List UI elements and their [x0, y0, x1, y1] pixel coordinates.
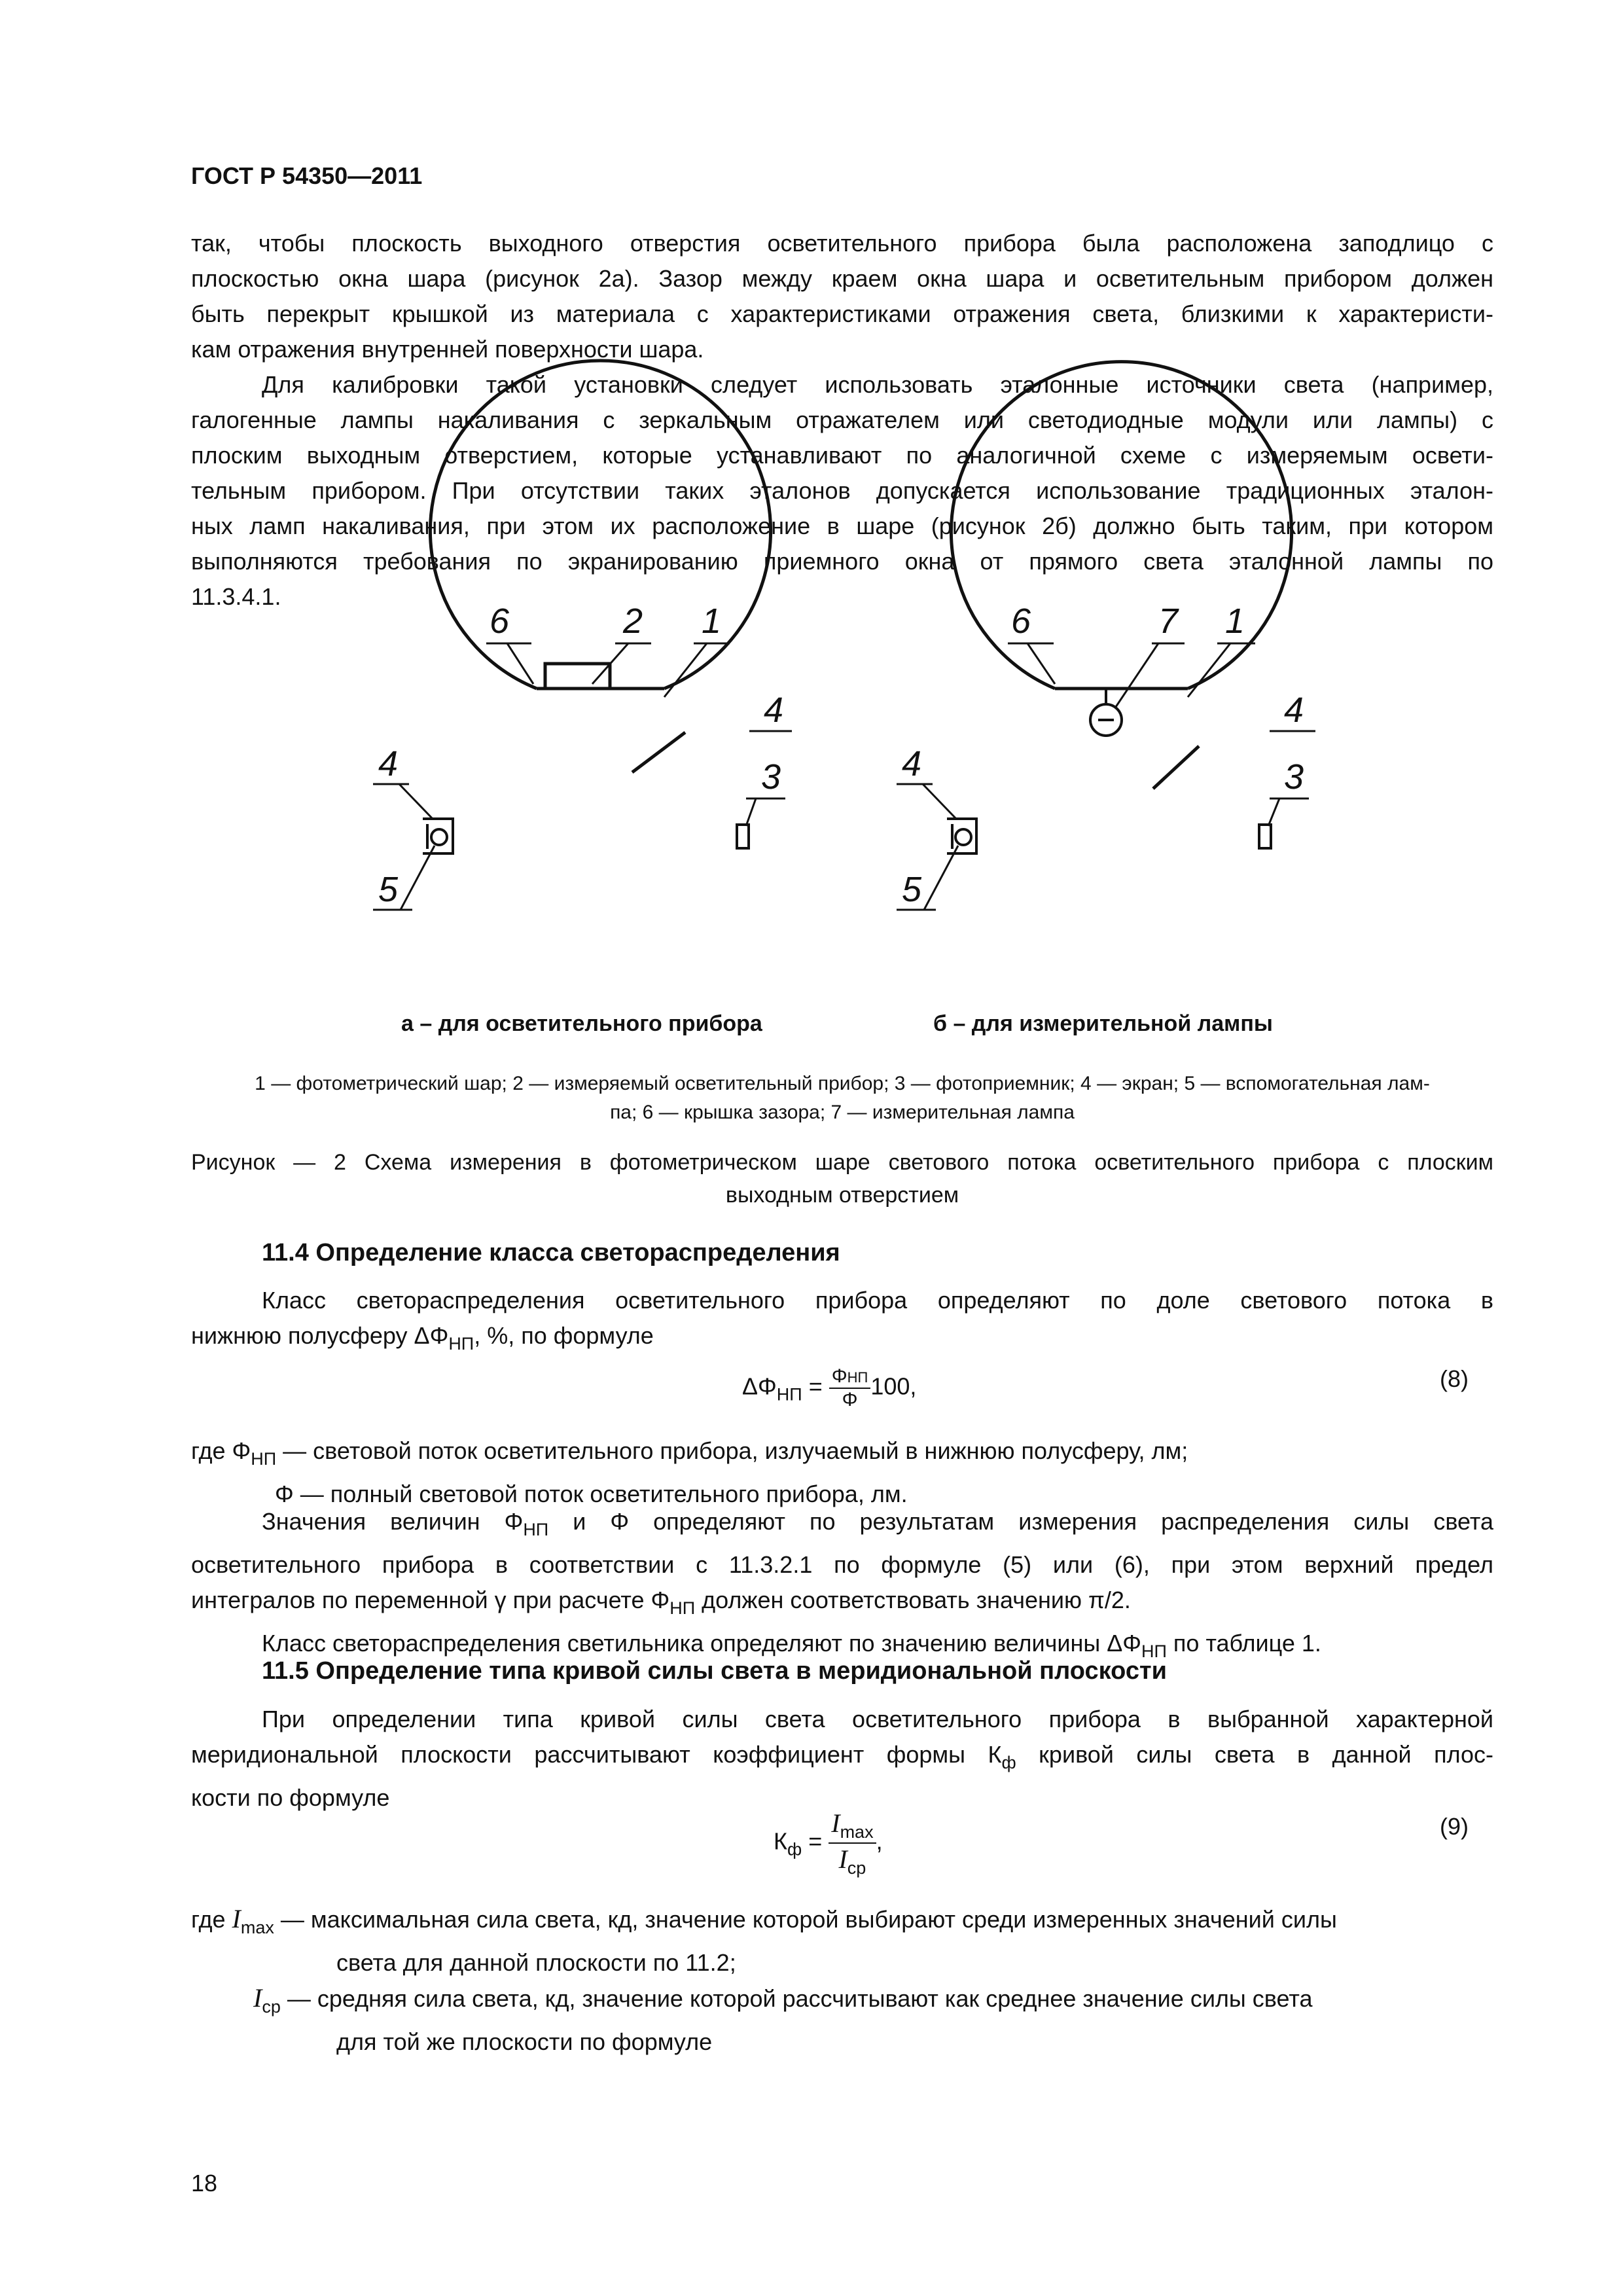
text-line: кам отражения внутренней поверхности шара.: [191, 336, 704, 363]
text-line: кости по формуле: [191, 1784, 390, 1811]
text-line: Для калибровки такой установки следует использовать эталонные источники света (например,: [262, 371, 1493, 398]
screen-4-top-a: [632, 732, 685, 772]
formula-9-explanation: [191, 1901, 1493, 2060]
figure-diagrams: [0, 0, 1623, 1113]
label-1-b: 1: [1225, 601, 1245, 641]
text-line: При определении типа кривой силы света осветительного прибора в выбранной характерной: [262, 1706, 1493, 1732]
text-line: плоскостью окна шара (рисунок 2а). Зазор между краем окна шара и осветительным прибором должен: [191, 265, 1493, 292]
label-6-a: 6: [490, 601, 510, 641]
text-line: быть перекрыт крышкой из материала с характеристиками отражения света, близкими к характеристи-: [191, 300, 1493, 327]
lamp-7-b: [1090, 689, 1122, 736]
figure-legend: [191, 1069, 1493, 1127]
text-line: меридиональной плоскости рассчитывают коэффициент формы $К_ф$ кривой силы света в данной плос-: [191, 1741, 1493, 1772]
text-line: $I_{ср}$ — средняя сила света, кд, значение которой рассчитывают как среднее значение силы света: [253, 1983, 1313, 2017]
text-line: тельным прибором. При отсутствии таких эталонов допускается использование традиционных эталон-: [191, 477, 1493, 504]
text-line: 11.3.4.1.: [191, 583, 281, 610]
port-left-a: [423, 819, 453, 853]
subfigure-caption-b: б – для измерительной лампы: [933, 1011, 1273, 1036]
text-line: осветительного прибора в соответствии с 11.3.2.1 по формуле (5) или (6), при этом верхний предел: [191, 1551, 1493, 1578]
text-line: ных ламп накаливания, при этом их расположение в шаре (рисунок 2б) должно быть таким, при котором: [191, 512, 1493, 539]
subfigure-caption-a: а – для осветительного прибора: [401, 1011, 762, 1036]
section-11-5-intro: [191, 1702, 1493, 1816]
text-line: интегралов по переменной γ при расчете $\Phi_{НП}$ должен соответствовать значению π/2.: [191, 1587, 1131, 1618]
legend-line: 1 — фотометрический шар; 2 — измеряемый осветительный прибор; 3 — фотоприемник; 4 — экран; 5 — вспомогательная лам-: [255, 1073, 1430, 1094]
label-4-top-b: 4: [1284, 691, 1304, 730]
port-left-b: [947, 819, 976, 853]
label-4-top-a: 4: [764, 691, 784, 730]
formula-9-number: (9): [1440, 1813, 1469, 1840]
text-line: для той же плоскости по формуле: [336, 2028, 713, 2055]
label-7-b: 7: [1158, 601, 1179, 641]
label-5-b: 5: [902, 870, 922, 909]
photodetector-3-a: [737, 825, 749, 848]
text-line: Φ — полный световой поток осветительного прибора, лм.: [275, 1480, 908, 1507]
label-4-left-a: 4: [378, 744, 399, 783]
text-line: где $I_{max}$ — максимальная сила света, кд, значение которой выбирают среди измеренных значений силы: [191, 1904, 1337, 1937]
caption-line: Рисунок — 2 Схема измерения в фотометрическом шаре светового потока осветительного прибора с плоским: [191, 1150, 1493, 1175]
formula-8-explanation: [191, 1433, 1493, 1512]
section-11-4-intro: [191, 1283, 1493, 1361]
legend-line: па; 6 — крышка зазора; 7 — измерительная лампа: [610, 1102, 1075, 1123]
text-line: выполняются требования по экранированию приемного окна от прямого света эталонной лампы по: [191, 548, 1493, 575]
label-3-a: 3: [761, 757, 781, 797]
text-line: Класс светораспределения светильника определяют по значению величины $\Delta\Phi_{НП}$ по таблице 1.: [262, 1630, 1321, 1661]
text-line: света для данной плоскости по 11.2;: [336, 1949, 736, 1976]
section-11-4-values: [191, 1504, 1493, 1669]
screen-4-top-b: [1153, 746, 1199, 789]
label-2-a: 2: [623, 601, 643, 641]
label-1-a: 1: [702, 601, 722, 641]
text-line: галогенные лампы накаливания с зеркальным отражателем или светодиодные модули или лампы) с: [191, 406, 1493, 433]
text-line: нижнюю полусферу $\Delta\Phi_{НП}$, %, по формуле: [191, 1322, 654, 1354]
label-3-b: 3: [1284, 757, 1304, 797]
text-line: плоским выходным отверстием, которые устанавливают по аналогичной схеме с измеряемым освети-: [191, 442, 1493, 469]
figure-caption: [191, 1146, 1493, 1211]
photodetector-3-b: [1259, 825, 1271, 848]
text-line: где $\Phi_{НП}$ — световой поток осветительного прибора, излучаемый в нижнюю полусферу, лм;: [191, 1437, 1188, 1469]
formula-8: $\Delta\Phi_{НП}$ = $\frac{\text{ΦНП}}{\Phi}$ 100,: [742, 1365, 917, 1410]
label-6-b: 6: [1011, 601, 1031, 641]
label-4-left-b: 4: [902, 744, 922, 783]
document-header: ГОСТ Р 54350—2011: [191, 162, 423, 189]
text-line: Значения величин $\Phi_{НП}$ и Φ определяют по результатам измерения распределения силы света: [262, 1508, 1493, 1539]
section-heading-11-4: 11.4 Определение класса светораспределения: [262, 1239, 840, 1266]
page-number: 18: [191, 2170, 218, 2197]
text-line: так, чтобы плоскость выходного отверстия осветительного прибора была расположена заподлицо с: [191, 230, 1493, 257]
label-5-a: 5: [378, 870, 399, 909]
formula-8-number: (8): [1440, 1365, 1469, 1392]
formula-9: $К_ф$ = $\frac{I_{max}}{I_{ср}}$ ,: [774, 1808, 883, 1878]
section-heading-11-5: 11.5 Определение типа кривой силы света в меридиональной плоскости: [262, 1657, 1167, 1685]
text-line: Класс светораспределения осветительного прибора определяют по доле светового потока в: [262, 1287, 1493, 1314]
caption-line: выходным отверстием: [725, 1183, 959, 1208]
